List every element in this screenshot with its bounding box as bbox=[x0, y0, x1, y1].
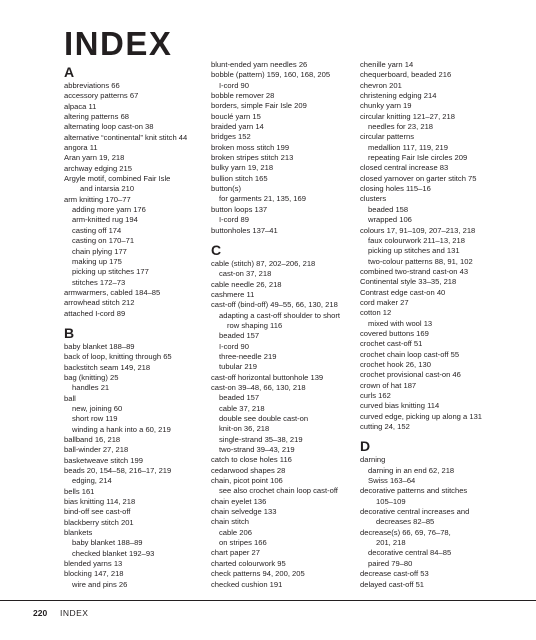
index-entry: chain eyelet 136 bbox=[211, 496, 267, 506]
index-entry: chequerboard, beaded 216 bbox=[360, 70, 452, 80]
index-entry: arm knitting 170–77 bbox=[64, 194, 131, 204]
index-subentry: picking up stitches and 131 bbox=[368, 246, 460, 256]
index-entry: closing holes 115–16 bbox=[360, 184, 431, 194]
index-entry: Continental style 33–35, 218 bbox=[360, 277, 457, 287]
index-entry: combined two-strand cast-on 43 bbox=[360, 266, 469, 276]
index-entry: borders, simple Fair Isle 209 bbox=[211, 101, 307, 111]
index-entry: altering patterns 68 bbox=[64, 112, 130, 122]
index-entry: cedarwood shapes 28 bbox=[211, 465, 286, 475]
index-entry: button(s) bbox=[211, 184, 241, 194]
index-entry: braided yarn 14 bbox=[211, 122, 264, 132]
index-entry: archway edging 215 bbox=[64, 163, 132, 173]
index-entry: crochet cast-off 51 bbox=[360, 339, 423, 349]
index-entry: buttonholes 137–41 bbox=[211, 225, 278, 235]
index-subentry: double see double cast-on bbox=[219, 414, 309, 423]
index-entry: broken moss stitch 199 bbox=[211, 142, 290, 152]
index-subentry: chain plying 177 bbox=[72, 246, 127, 256]
page-footer bbox=[0, 600, 536, 640]
index-entry: circular patterns bbox=[360, 132, 415, 142]
index-subentry: adding more yarn 176 bbox=[72, 205, 146, 215]
index-entry: checked cushion 191 bbox=[211, 579, 283, 589]
index-subentry: making up 175 bbox=[72, 256, 122, 266]
index-subentry: short row 119 bbox=[72, 414, 118, 424]
index-entry: circular knitting 121–27, 218 bbox=[360, 111, 455, 121]
index-subentry: two-colour patterns 88, 91, 102 bbox=[368, 256, 473, 266]
index-subentry: casting off 174 bbox=[72, 225, 122, 235]
index-entry: colours 17, 91–109, 207–213, 218 bbox=[360, 225, 476, 235]
index-subentry: stitches 172–73 bbox=[72, 277, 126, 287]
index-entry: basketweave stitch 199 bbox=[64, 455, 143, 465]
index-entry: crochet chain loop cast-off 55 bbox=[360, 349, 460, 359]
index-entry: abbreviations 66 bbox=[64, 81, 120, 90]
index-title: INDEX bbox=[64, 25, 173, 62]
index-entry: closed central increase 83 bbox=[360, 163, 449, 173]
index-subentry: two-strand 39–43, 219 bbox=[219, 445, 295, 455]
index-entry: crown of hat 187 bbox=[360, 380, 417, 390]
index-entry: cast-on 39–48, 66, 130, 218 bbox=[211, 382, 306, 392]
index-subentry: beaded 157 bbox=[219, 331, 260, 341]
index-subentry: medallion 117, 119, 219 bbox=[368, 142, 448, 152]
index-entry: arrowhead stitch 212 bbox=[64, 298, 135, 308]
index-entry: delayed cast-off 51 bbox=[360, 579, 425, 589]
index-entry: chain stitch bbox=[211, 517, 249, 527]
index-entry: check patterns 94, 200, 205 bbox=[211, 569, 305, 579]
index-column-2 bbox=[211, 60, 361, 590]
index-subentry: 105–109 bbox=[376, 496, 406, 506]
index-entry: ballband 16, 218 bbox=[64, 435, 121, 444]
index-entry: blended yarns 13 bbox=[64, 559, 123, 569]
index-entry: decrease cast-off 53 bbox=[360, 569, 429, 579]
index-entry: chenille yarn 14 bbox=[360, 60, 414, 69]
index-entry: backstitch seam 149, 218 bbox=[64, 362, 151, 372]
index-entry: chain, picot point 106 bbox=[211, 476, 283, 486]
index-subentry: three-needle 219 bbox=[219, 351, 277, 361]
index-entry: bulky yarn 19, 218 bbox=[211, 163, 274, 173]
index-entry: decorative central increases and bbox=[360, 507, 470, 517]
running-head: INDEX bbox=[60, 608, 89, 618]
index-subentry: knit-on 36, 218 bbox=[219, 424, 270, 434]
index-entry: ball bbox=[64, 393, 76, 403]
index-entry: blankets bbox=[64, 528, 93, 538]
index-entry: cutting 24, 152 bbox=[360, 422, 410, 432]
index-entry: blocking 147, 218 bbox=[64, 569, 124, 579]
index-letter-heading: B bbox=[64, 324, 75, 341]
index-entry: crochet hook 26, 130 bbox=[360, 359, 431, 369]
footer-rule bbox=[0, 600, 536, 601]
index-entry: chart paper 27 bbox=[211, 548, 260, 558]
index-subentry: 201, 218 bbox=[376, 538, 406, 548]
index-entry: cast-off (bind-off) 49–55, 66, 130, 218 bbox=[211, 300, 338, 310]
index-entry: bullion stitch 165 bbox=[211, 173, 268, 183]
index-entry: cast-off horizontal buttonhole 139 bbox=[211, 372, 324, 382]
index-entry: bind-off see cast-off bbox=[64, 507, 131, 517]
index-entry: bouclé yarn 15 bbox=[211, 111, 261, 121]
index-entry: ball-winder 27, 218 bbox=[64, 445, 129, 455]
index-entry: blackberry stitch 201 bbox=[64, 517, 134, 527]
index-entry: chain selvedge 133 bbox=[211, 507, 277, 517]
index-entry: button loops 137 bbox=[211, 204, 268, 214]
index-entry: darning bbox=[360, 455, 386, 465]
index-entry: attached I-cord 89 bbox=[64, 308, 126, 318]
index-subentry: edging, 214 bbox=[72, 476, 112, 486]
index-letter-heading: C bbox=[211, 241, 222, 258]
index-entry: blunt-ended yarn needles 26 bbox=[211, 60, 308, 69]
index-entry: alpaca 11 bbox=[64, 101, 97, 111]
index-letter-heading: D bbox=[360, 438, 371, 455]
index-entry: crochet provisional cast-on 46 bbox=[360, 370, 461, 380]
index-entry: charted colourwork 95 bbox=[211, 558, 286, 568]
index-entry: bobble remover 28 bbox=[211, 91, 275, 101]
index-subentry: decorative central 84–85 bbox=[368, 548, 452, 558]
index-entry: cable (stitch) 87, 202–206, 218 bbox=[211, 258, 316, 268]
index-subentry: tubular 219 bbox=[219, 362, 257, 372]
index-subentry: beaded 158 bbox=[368, 204, 409, 214]
index-entry: Aran yarn 19, 218 bbox=[64, 153, 125, 163]
index-subentry: arm-knitted rug 194 bbox=[72, 215, 138, 225]
index-subentry: on stripes 166 bbox=[219, 538, 267, 548]
index-subentry: darning in an end 62, 218 bbox=[368, 465, 455, 475]
index-subentry: wire and pins 26 bbox=[72, 579, 128, 589]
index-subentry: needles for 23, 218 bbox=[368, 122, 434, 132]
index-subentry: checked blanket 192–93 bbox=[72, 548, 155, 558]
index-entry: chevron 201 bbox=[360, 80, 402, 90]
index-entry: bells 161 bbox=[64, 486, 95, 496]
index-subentry: winding a hank into a 60, 219 bbox=[72, 424, 171, 434]
index-subentry: beaded 157 bbox=[219, 393, 260, 403]
index-subentry: baby blanket 188–89 bbox=[72, 538, 143, 548]
index-subentry: for garments 21, 135, 169 bbox=[219, 194, 306, 204]
index-subentry: wrapped 106 bbox=[368, 215, 412, 225]
index-subentry: adapting a cast-off shoulder to short bbox=[219, 310, 341, 320]
index-entry: cashmere 11 bbox=[211, 289, 255, 299]
index-subentry: I-cord 89 bbox=[219, 215, 249, 225]
index-entry: bias knitting 114, 218 bbox=[64, 497, 136, 507]
index-subentry: faux colourwork 211–13, 218 bbox=[368, 235, 465, 245]
index-entry: christening edging 214 bbox=[360, 91, 437, 101]
index-subentry: picking up stitches 177 bbox=[72, 267, 149, 277]
index-entry: catch to close holes 116 bbox=[211, 455, 292, 465]
index-entry: accessory patterns 67 bbox=[64, 91, 139, 101]
index-entry: cable needle 26, 218 bbox=[211, 279, 282, 289]
index-subentry: see also crochet chain loop cast-off bbox=[219, 486, 338, 496]
index-subentry: cast-on 37, 218 bbox=[219, 269, 272, 279]
index-subentry: cable 37, 218 bbox=[219, 403, 265, 413]
index-subentry: handles 21 bbox=[72, 383, 110, 393]
index-subentry: row shaping 116 bbox=[227, 320, 283, 330]
index-column-3 bbox=[360, 60, 510, 590]
index-entry: cord maker 27 bbox=[360, 297, 409, 307]
index-subentry: and intarsia 210 bbox=[80, 184, 135, 194]
index-subentry: single-strand 35–38, 219 bbox=[219, 434, 303, 444]
index-entry: beads 20, 154–58, 216–17, 219 bbox=[64, 466, 172, 476]
index-subentry: I-cord 90 bbox=[219, 341, 249, 351]
index-column-1 bbox=[64, 64, 214, 590]
index-entry: bag (knitting) 25 bbox=[64, 372, 119, 382]
index-entry: curved bias knitting 114 bbox=[360, 401, 440, 411]
index-subentry: mixed with wool 13 bbox=[368, 318, 433, 328]
index-entry: broken stripes stitch 213 bbox=[211, 153, 294, 163]
index-entry: clusters bbox=[360, 194, 387, 204]
index-entry: Argyle motif, combined Fair Isle bbox=[64, 174, 171, 184]
index-entry: decrease(s) 66, 69, 76–78, bbox=[360, 527, 451, 537]
index-entry: decorative patterns and stitches bbox=[360, 486, 468, 496]
index-entry: covered buttons 169 bbox=[360, 328, 429, 338]
index-subentry: paired 79–80 bbox=[368, 558, 413, 568]
index-entry: angora 11 bbox=[64, 143, 98, 153]
index-entry: back of loop, knitting through 65 bbox=[64, 352, 172, 362]
index-entry: armwarmers, cabled 184–85 bbox=[64, 287, 161, 297]
index-entry: Contrast edge cast-on 40 bbox=[360, 287, 446, 297]
index-entry: baby blanket 188–89 bbox=[64, 341, 135, 351]
index-subentry: I-cord 90 bbox=[219, 80, 249, 90]
index-letter-heading: A bbox=[64, 64, 75, 80]
index-entry: alternating loop cast-on 38 bbox=[64, 122, 154, 132]
index-entry: bobble (pattern) 159, 160, 168, 205 bbox=[211, 70, 331, 80]
index-entry: closed yarnover on garter stitch 75 bbox=[360, 173, 477, 183]
index-entry: bridges 152 bbox=[211, 132, 251, 142]
index-subentry: Swiss 163–64 bbox=[368, 476, 416, 486]
index-subentry: new, joining 60 bbox=[72, 403, 123, 413]
index-entry: cotton 12 bbox=[360, 308, 392, 318]
index-subentry: decreases 82–85 bbox=[376, 517, 435, 527]
page-number: 220 bbox=[33, 608, 48, 618]
index-entry: alternative “continental” knit stitch 44 bbox=[64, 132, 188, 142]
index-entry: curls 162 bbox=[360, 391, 391, 400]
index-subentry: casting on 170–71 bbox=[72, 236, 135, 246]
index-entry: curved edge, picking up along a 131 bbox=[360, 411, 483, 421]
index-subentry: repeating Fair Isle circles 209 bbox=[368, 153, 468, 163]
index-subentry: cable 206 bbox=[219, 527, 252, 537]
index-entry: chunky yarn 19 bbox=[360, 101, 412, 111]
